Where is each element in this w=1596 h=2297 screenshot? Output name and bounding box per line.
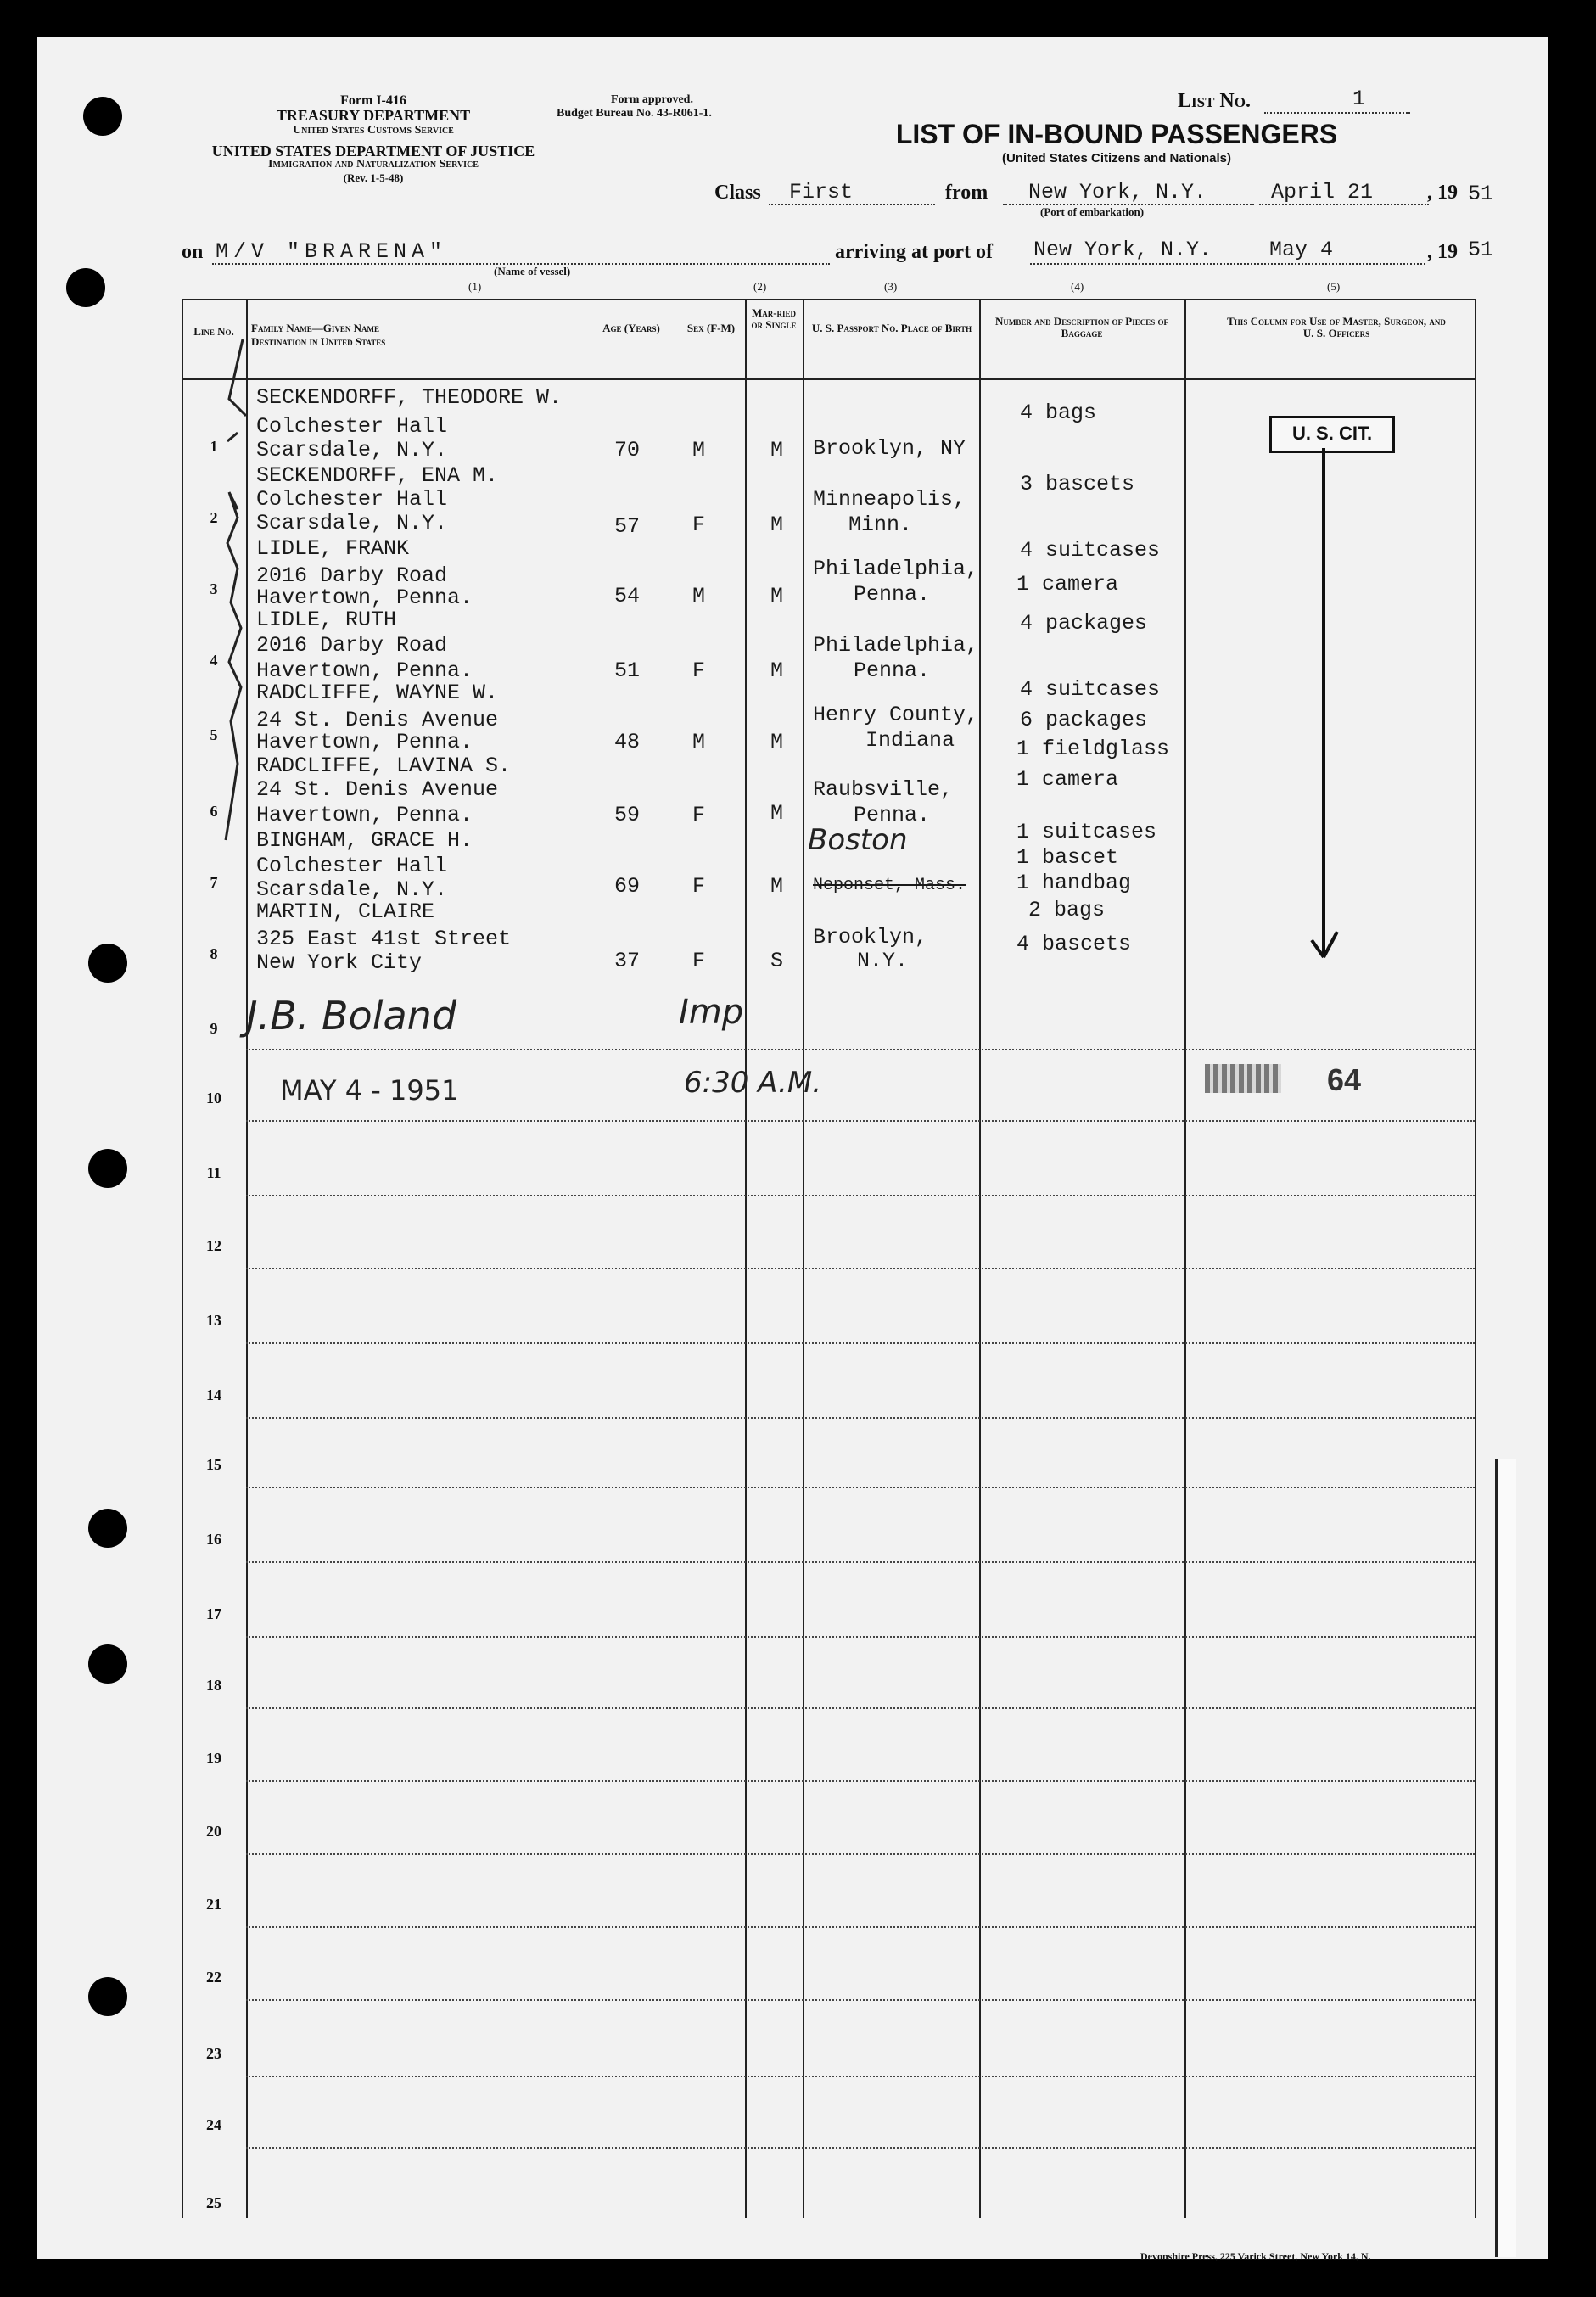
embark-year: 51 bbox=[1468, 182, 1494, 206]
line-number: 22 bbox=[206, 1969, 221, 1986]
revision-label: (Rev. 1-5-48) bbox=[343, 171, 404, 184]
passenger-birthplace: Philadelphia, bbox=[813, 557, 979, 581]
on-label: on bbox=[182, 241, 204, 263]
passenger-birthplace: Neponset, Mass. bbox=[813, 876, 966, 895]
line-number: 12 bbox=[206, 1237, 221, 1254]
passenger-birthplace: Philadelphia, bbox=[813, 633, 979, 658]
treasury-label: TREASURY DEPARTMENT bbox=[276, 107, 471, 124]
arrival-port: New York, N.Y. bbox=[1033, 238, 1212, 262]
passenger-address: 24 St. Denis Avenue bbox=[256, 708, 499, 732]
baggage-item: 3 bascets bbox=[1020, 472, 1135, 496]
passenger-birthplace: N.Y. bbox=[857, 949, 909, 973]
from-value: New York, N.Y. bbox=[1028, 180, 1207, 204]
passenger-birthplace: Raubsville, bbox=[813, 777, 954, 802]
passenger-address: Colchester Hall bbox=[256, 414, 448, 439]
passenger-age: 48 bbox=[614, 730, 641, 754]
col-number-4: (4) bbox=[1071, 280, 1084, 293]
baggage-item: 6 packages bbox=[1020, 708, 1148, 732]
baggage-item: 4 bascets bbox=[1016, 932, 1132, 956]
col-header-married: Mar-ried or Single bbox=[751, 306, 797, 331]
checkmark-annotations bbox=[212, 322, 263, 866]
arrival-year: 51 bbox=[1468, 238, 1494, 262]
line-number: 2 bbox=[210, 509, 218, 526]
line-number: 3 bbox=[210, 580, 218, 597]
passenger-address: Scarsdale, N.Y. bbox=[256, 877, 448, 902]
baggage-item: 4 suitcases bbox=[1020, 677, 1161, 702]
passenger-sex: F bbox=[692, 513, 706, 537]
line-number: 18 bbox=[206, 1677, 221, 1694]
port-embark-label: (Port of embarkation) bbox=[1040, 205, 1145, 218]
passenger-birthplace: Penna. bbox=[854, 582, 931, 607]
passenger-birthplace: Brooklyn, bbox=[813, 925, 928, 950]
arrival-time-handwritten: 6:30 A.M. bbox=[684, 1066, 821, 1100]
from-label: from bbox=[945, 182, 988, 204]
line-number: 10 bbox=[206, 1090, 221, 1106]
embark-year-prefix: , 19 bbox=[1427, 182, 1458, 204]
line-number: 14 bbox=[206, 1387, 221, 1403]
passenger-name: BINGHAM, GRACE H. bbox=[256, 828, 473, 853]
passenger-status: M bbox=[770, 584, 784, 608]
passenger-birthplace: Indiana bbox=[865, 728, 955, 753]
passenger-age: 57 bbox=[614, 514, 641, 539]
line-number: 23 bbox=[206, 2045, 221, 2062]
passenger-address: 325 East 41st Street bbox=[256, 927, 512, 951]
list-no-value: 1 bbox=[1352, 87, 1366, 111]
col-header-baggage: Number and Description of Pieces of Baggage bbox=[995, 315, 1168, 339]
printer-footer: Devonshire Press, 225 Varick Street, New York 14, N. bbox=[1140, 2250, 1371, 2262]
stamped-code: 64 bbox=[1327, 1062, 1362, 1097]
form-number: Form I-416 bbox=[340, 93, 406, 108]
passenger-age: 70 bbox=[614, 438, 641, 462]
arrival-year-prefix: , 19 bbox=[1427, 241, 1458, 263]
col-header-age: Age (Years) bbox=[602, 322, 660, 334]
inspector-initials: Imp bbox=[679, 993, 744, 1032]
punch-hole bbox=[88, 1149, 127, 1188]
col-header-officers: This Column for Use of Master, Surgeon, and U. S. Officers bbox=[1227, 315, 1446, 339]
passenger-birthplace: Minn. bbox=[848, 513, 913, 537]
list-no-label: List No. bbox=[1178, 90, 1251, 112]
passenger-address: Havertown, Penna. bbox=[256, 658, 473, 683]
baggage-item: 1 handbag bbox=[1016, 871, 1132, 895]
passenger-age: 69 bbox=[614, 874, 641, 899]
passenger-sex: M bbox=[692, 584, 706, 608]
punch-hole bbox=[66, 268, 105, 307]
approved-label: Form approved. bbox=[611, 93, 693, 106]
inspector-signature: J.B. Boland bbox=[246, 993, 457, 1039]
baggage-item: 1 camera bbox=[1016, 572, 1119, 597]
vessel-name-label: (Name of vessel) bbox=[494, 265, 571, 277]
baggage-item: 4 bags bbox=[1020, 401, 1097, 425]
passenger-name: LIDLE, FRANK bbox=[256, 536, 410, 561]
down-arrow-icon bbox=[1290, 448, 1358, 966]
page-title: LIST OF IN-BOUND PASSENGERS bbox=[895, 119, 1338, 149]
passenger-birthplace: Penna. bbox=[854, 658, 931, 683]
line-number: 5 bbox=[210, 726, 218, 743]
arrival-date-handwritten: MAY 4 - 1951 bbox=[280, 1074, 459, 1106]
passenger-birthplace: Brooklyn, NY bbox=[813, 436, 966, 461]
line-number: 6 bbox=[210, 803, 218, 820]
baggage-item: 1 fieldglass bbox=[1016, 737, 1170, 761]
justice-label: UNITED STATES DEPARTMENT OF JUSTICE bbox=[211, 143, 535, 160]
line-number: 21 bbox=[206, 1896, 221, 1913]
baggage-item: 2 bags bbox=[1028, 898, 1106, 922]
punch-hole bbox=[88, 944, 127, 983]
col-header-sex: Sex (F-M) bbox=[686, 322, 736, 334]
col-number-2: (2) bbox=[753, 280, 767, 293]
punch-hole bbox=[83, 97, 122, 136]
passenger-age: 59 bbox=[614, 803, 641, 827]
passenger-status: M bbox=[770, 801, 784, 826]
arriving-label: arriving at port of bbox=[835, 241, 993, 263]
line-number: 1 bbox=[210, 438, 218, 455]
passenger-sex: F bbox=[692, 874, 706, 899]
line-number: 25 bbox=[206, 2194, 221, 2211]
passenger-address: Havertown, Penna. bbox=[256, 585, 473, 610]
line-number: 19 bbox=[206, 1750, 221, 1767]
passenger-age: 54 bbox=[614, 584, 641, 608]
line-number: 16 bbox=[206, 1531, 221, 1548]
passenger-status: M bbox=[770, 513, 784, 537]
passenger-name: LIDLE, RUTH bbox=[256, 608, 397, 632]
passenger-address: 24 St. Denis Avenue bbox=[256, 777, 499, 802]
us-citizen-stamp: U. S. CIT. bbox=[1269, 416, 1395, 453]
punch-hole bbox=[88, 1977, 127, 2016]
punch-hole bbox=[88, 1644, 127, 1684]
passenger-birthplace: Penna. bbox=[854, 803, 931, 827]
col-header-line-no: Line No. bbox=[193, 325, 234, 338]
line-number: 4 bbox=[210, 652, 218, 669]
passenger-address: 2016 Darby Road bbox=[256, 563, 448, 588]
handwritten-birthplace: Boston bbox=[808, 823, 908, 857]
passenger-address: Scarsdale, N.Y. bbox=[256, 438, 448, 462]
passenger-name: MARTIN, CLAIRE bbox=[256, 899, 435, 924]
baggage-item: 4 suitcases bbox=[1020, 538, 1161, 563]
col-header-passport: U. S. Passport No. Place of Birth bbox=[811, 322, 972, 334]
passenger-address: New York City bbox=[256, 950, 423, 975]
embark-date: April 21 bbox=[1271, 180, 1374, 204]
passenger-age: 37 bbox=[614, 949, 641, 973]
baggage-item: 1 bascet bbox=[1016, 845, 1119, 870]
passenger-sex: M bbox=[692, 730, 706, 754]
line-number: 13 bbox=[206, 1312, 221, 1329]
page-subtitle: (United States Citizens and Nationals) bbox=[1001, 151, 1232, 165]
class-label: Class bbox=[714, 182, 761, 204]
passenger-address: Colchester Hall bbox=[256, 487, 448, 512]
passenger-birthplace: Minneapolis, bbox=[813, 487, 966, 512]
line-number: 24 bbox=[206, 2116, 221, 2133]
col-number-5: (5) bbox=[1327, 280, 1341, 293]
passenger-name: RADCLIFFE, WAYNE W. bbox=[256, 681, 499, 705]
torn-page-edge bbox=[1495, 1459, 1516, 2257]
passenger-name: SECKENDORFF, THEODORE W. bbox=[256, 385, 563, 410]
col-header-name: Family Name—Given Name bbox=[251, 322, 380, 334]
passenger-address: Colchester Hall bbox=[256, 854, 448, 878]
line-number: 9 bbox=[210, 1020, 218, 1037]
line-number: 15 bbox=[206, 1456, 221, 1473]
passenger-age: 51 bbox=[614, 658, 641, 683]
ins-label: Immigration and Naturalization Service bbox=[268, 158, 479, 171]
passenger-name: SECKENDORFF, ENA M. bbox=[256, 463, 499, 488]
line-number: 11 bbox=[206, 1164, 221, 1181]
passenger-sex: F bbox=[692, 658, 706, 683]
passenger-status: M bbox=[770, 438, 784, 462]
passenger-status: S bbox=[770, 949, 784, 973]
col-number-1: (1) bbox=[468, 280, 482, 293]
passenger-name: RADCLIFFE, LAVINA S. bbox=[256, 754, 512, 778]
passenger-sex: F bbox=[692, 949, 706, 973]
smudged-stamp bbox=[1205, 1064, 1281, 1093]
passenger-address: 2016 Darby Road bbox=[256, 633, 448, 658]
baggage-item: 4 packages bbox=[1020, 611, 1148, 636]
passenger-status: M bbox=[770, 658, 784, 683]
col-header-destination: Destination in United States bbox=[251, 335, 386, 348]
baggage-item: 1 suitcases bbox=[1016, 820, 1157, 844]
passenger-status: M bbox=[770, 730, 784, 754]
passenger-status: M bbox=[770, 874, 784, 899]
passenger-birthplace: Henry County, bbox=[813, 703, 979, 727]
passenger-address: Scarsdale, N.Y. bbox=[256, 511, 448, 535]
arrival-date: May 4 bbox=[1269, 238, 1334, 262]
col-number-3: (3) bbox=[884, 280, 898, 293]
punch-hole bbox=[88, 1509, 127, 1548]
vessel-name: M/V "BRARENA" bbox=[216, 239, 448, 264]
passenger-sex: F bbox=[692, 803, 706, 827]
passenger-sex: M bbox=[692, 438, 706, 462]
line-number: 8 bbox=[210, 945, 218, 962]
customs-label: United States Customs Service bbox=[293, 124, 454, 137]
line-number: 20 bbox=[206, 1823, 221, 1840]
line-number: 7 bbox=[210, 874, 218, 891]
line-number: 17 bbox=[206, 1605, 221, 1622]
passenger-address: Havertown, Penna. bbox=[256, 730, 473, 754]
passenger-address: Havertown, Penna. bbox=[256, 803, 473, 827]
class-value: First bbox=[789, 180, 854, 204]
baggage-item: 1 camera bbox=[1016, 767, 1119, 792]
budget-label: Budget Bureau No. 43-R061-1. bbox=[557, 107, 712, 120]
